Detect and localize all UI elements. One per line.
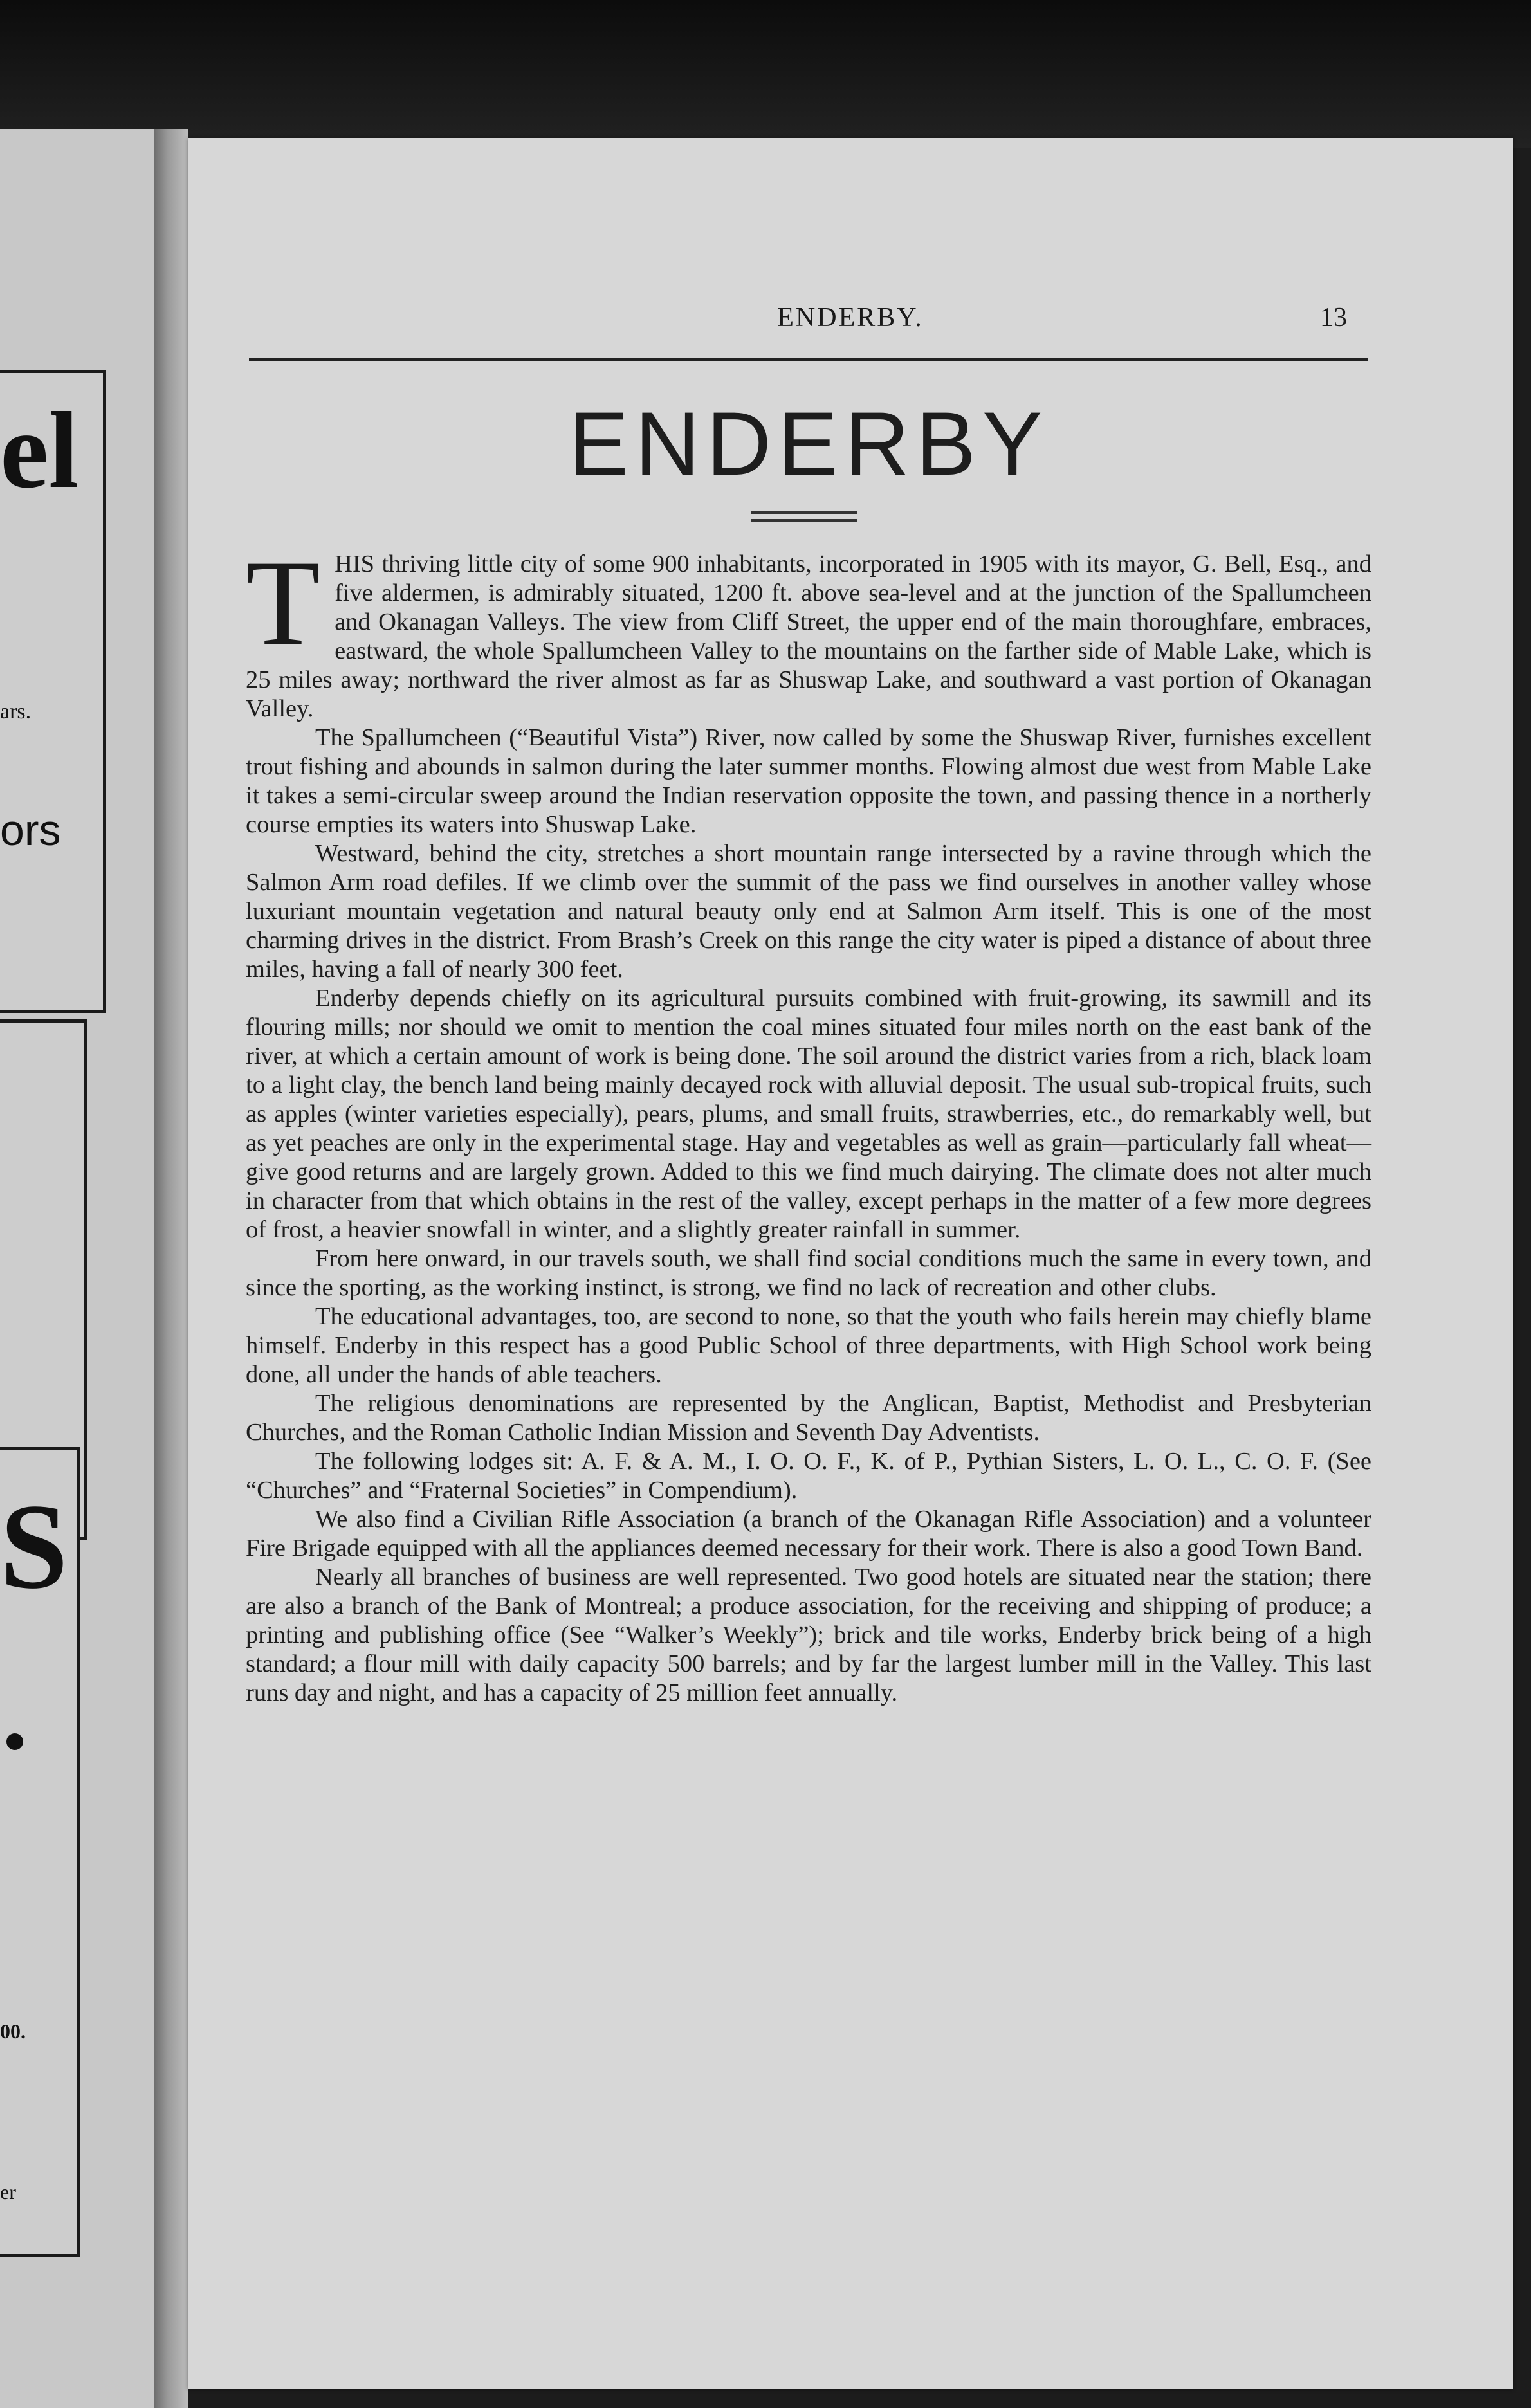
title-rule-bottom [751,519,857,522]
previous-page-fragment: ors [0,806,61,855]
article-title: ENDERBY [568,393,1049,494]
scanner-background [0,0,1531,148]
title-rule-top [751,511,857,514]
previous-page-fragment: 00. [0,2020,26,2043]
article-body [246,536,1371,1708]
bullet-dot [6,1733,23,1750]
paragraph: The Spallumcheen (“Beautiful Vista”) River, now called by some the Shuswap River, furnishes excellent trout fishing and abounds in salmon during the later summer months. Flowing almost due west from Mable Lake it takes a semi-circular sweep around the Indian reservation opposite the town, and passing thence in a northerly course empties its waters into Shuswap Lake. [246,724,1371,838]
paragraph: The educational advantages, too, are second to none, so that the youth who fails herein may chiefly blame himself. Enderby in this respect has a good Public School of three departments, with High School work being done, all under the hands of able teachers. [246,1303,1371,1388]
paragraph: We also find a Civilian Rifle Association (a branch of the Okanagan Rifle Association) and a volunteer Fire Brigade equipped with all the appliances deemed necessary for their work. There is also a good Town Band. [246,1506,1371,1562]
paragraph: Nearly all branches of business are well represented. Two good hotels are situated near the station; there are also a branch of the Bank of Montreal; a produce association, for the receiving and shipping of produce; a printing and publishing office (See “Walker’s Weekly”); brick and tile works, Enderby brick being of a high standard; a flour mill with daily capacity 500 barrels; and by far the largest lumber mill in the Valley. This last runs day and night, and has a capacity of 25 million feet annually. [246,1564,1371,1706]
previous-page-fragment: el [0,390,79,511]
paragraph: Westward, behind the city, stretches a short mountain range intersected by a ravine through which the Salmon Arm road defiles. If we climb over the summit of the pass we find ourselves in another valley whose luxuriant mountain vegetation and natural beauty only end at Salmon Arm itself. This is one of the most charming drives in the district. From Brash’s Creek on this range the city water is piped a distance of about three miles, having a fall of nearly 300 feet. [246,840,1371,983]
drop-cap: T [246,536,321,671]
paragraph: From here onward, in our travels south, we shall find social conditions much the same in every town, and since the sporting, as the working instinct, is strong, we find no lack of recreation and other clubs. [246,1245,1371,1301]
page-number: 13 [1320,303,1347,333]
book-page [188,138,1513,2389]
previous-page-box-3 [0,1447,80,2258]
previous-page-strip [0,129,164,2408]
running-head [188,302,1513,341]
previous-page-fragment: ars. [0,700,32,724]
paragraph: Enderby depends chiefly on its agricultural pursuits combined with fruit-growing, its sawmill and its flouring mills; nor should we omit to mention the coal mines situated four miles north on the east bank of the river, at which a certain amount of work is being done. The soil around the district varies from a rich, black loam to a light clay, the bench land being mainly decayed rock with alluvial deposit. The usual sub-tropical fruits, such as apples (winter varieties especially), pears, plums, and small fruits, strawberries, etc., do remarkably well, but as yet peaches are only in the experimental stage. Hay and vegetables as well as grain—particularly fall wheat—give good returns and are largely grown. Added to this we find much dairying. The climate does not alter much in character from that which obtains in the rest of the valley, except perhaps in the matter of a few more degrees of frost, a heavier snowfall in winter, and a slightly greater rainfall in summer. [246,985,1371,1243]
paragraph-1-text: HIS thriving little city of some 900 inhabitants, incorporated in 1905 with its mayor, G. Bell, Esq., and five aldermen, is admirably situated, 1200 ft. above sea-level and at the junction of the Spallumcheen and Okanagan Valleys. The view from Cliff Street, the upper end of the main thoroughfare, embraces, eastward, the whole Spallumcheen Valley to the mountains on the farther side of Mable Lake, which is 25 miles away; northward the river almost as far as Shuswap Lake, and southward a vast portion of Okanagan Valley. [246,551,1371,722]
previous-page-box-1 [0,370,106,1013]
previous-page-fragment: er [0,2180,16,2203]
paragraph: The following lodges sit: A. F. & A. M., I. O. O. F., K. of P., Pythian Sisters, L. O. L., C. O. F. (See “Churches” and “Fraternal Societies” in Compendium). [246,1448,1371,1504]
paragraph-1 [246,536,1371,724]
running-title: ENDERBY. [777,303,924,333]
paragraph: The religious denominations are represented by the Anglican, Baptist, Methodist and Presbyterian Churches, and the Roman Catholic Indian Mission and Seventh Day Adventists. [246,1390,1371,1446]
header-rule [249,358,1368,361]
previous-page-fragment: S [0,1479,68,1614]
book-gutter [154,129,188,2408]
